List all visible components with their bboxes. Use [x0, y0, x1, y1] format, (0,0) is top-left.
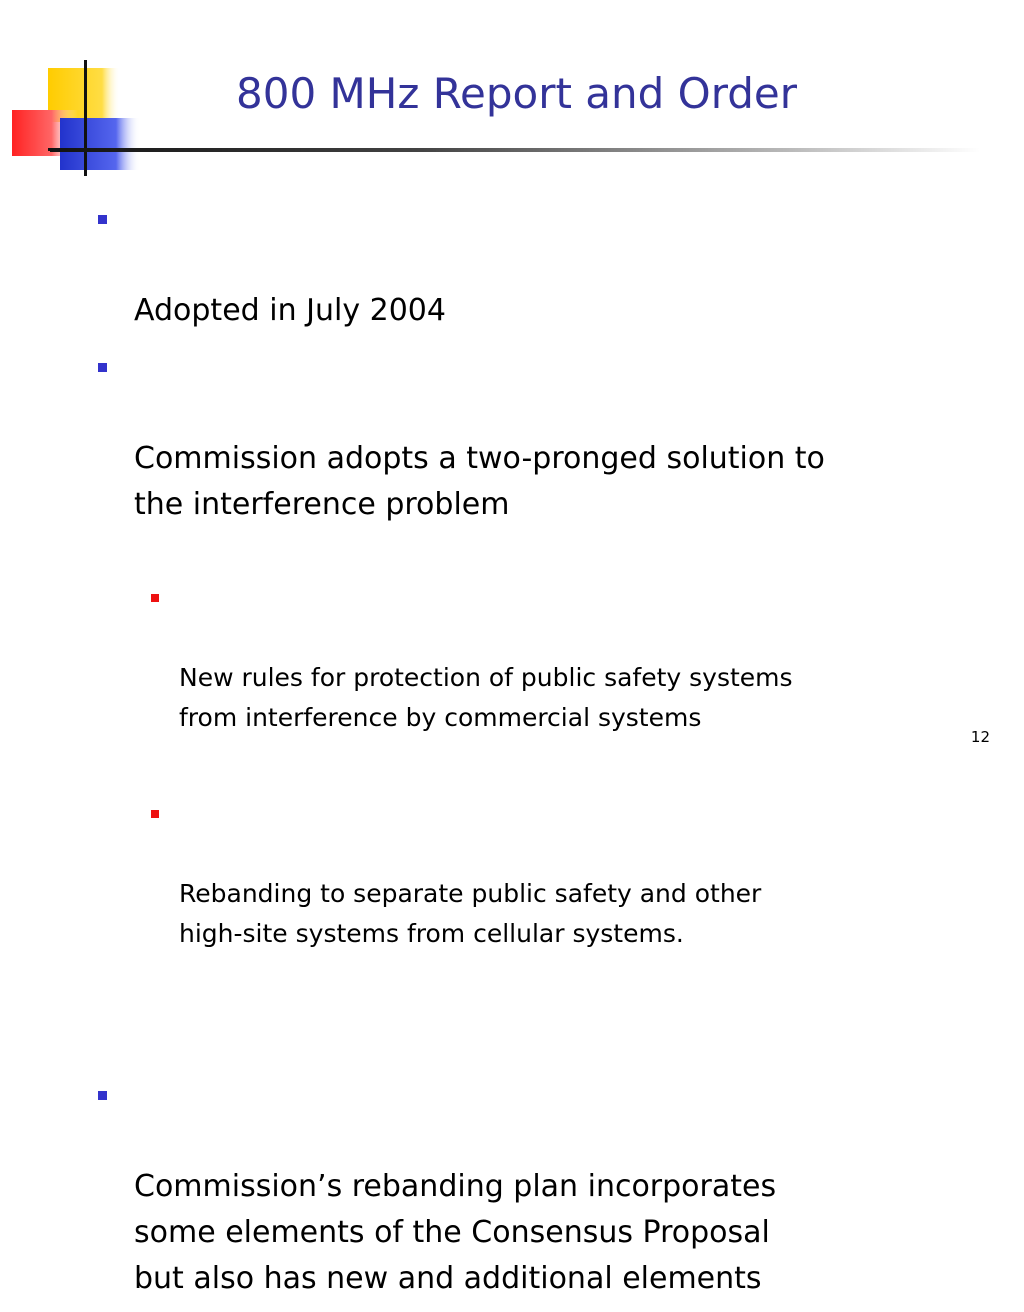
- page-number: 12: [970, 728, 990, 746]
- sub-bullet-text: Rebanding to separate public safety and other high-site systems from cellular systems.: [179, 879, 762, 948]
- sub-bullet-square-icon: [151, 594, 159, 602]
- bullet-square-icon: [98, 1091, 107, 1100]
- bullet-text: Adopted in July 2004: [134, 293, 446, 328]
- logo-vertical-line: [84, 60, 87, 176]
- bullet-text: Commission’s rebanding plan incorporates some elements of the Consensus Proposal but also has new and additional elements: [134, 1169, 777, 1296]
- bullet-item: [98, 1072, 978, 1302]
- bullet-list: [98, 196, 978, 1312]
- bullet-square-icon: [98, 215, 107, 224]
- bullet-item: [98, 344, 978, 1062]
- decorative-logo: [0, 0, 180, 180]
- sub-bullet-list: [134, 532, 978, 1010]
- bullet-item: [98, 196, 978, 334]
- sub-bullet-item: [134, 578, 978, 738]
- title-divider: [50, 148, 980, 152]
- sub-bullet-square-icon: [151, 810, 159, 818]
- bullet-text: Commission adopts a two-pronged solution to the interference problem: [134, 441, 825, 522]
- slide-title: 800 MHz Report and Order: [236, 69, 798, 118]
- sub-bullet-text: New rules for protection of public safety systems from interference by commercial systems: [179, 663, 793, 732]
- logo-blue-square: [60, 118, 140, 170]
- bullet-square-icon: [98, 363, 107, 372]
- sub-bullet-item: [134, 794, 978, 954]
